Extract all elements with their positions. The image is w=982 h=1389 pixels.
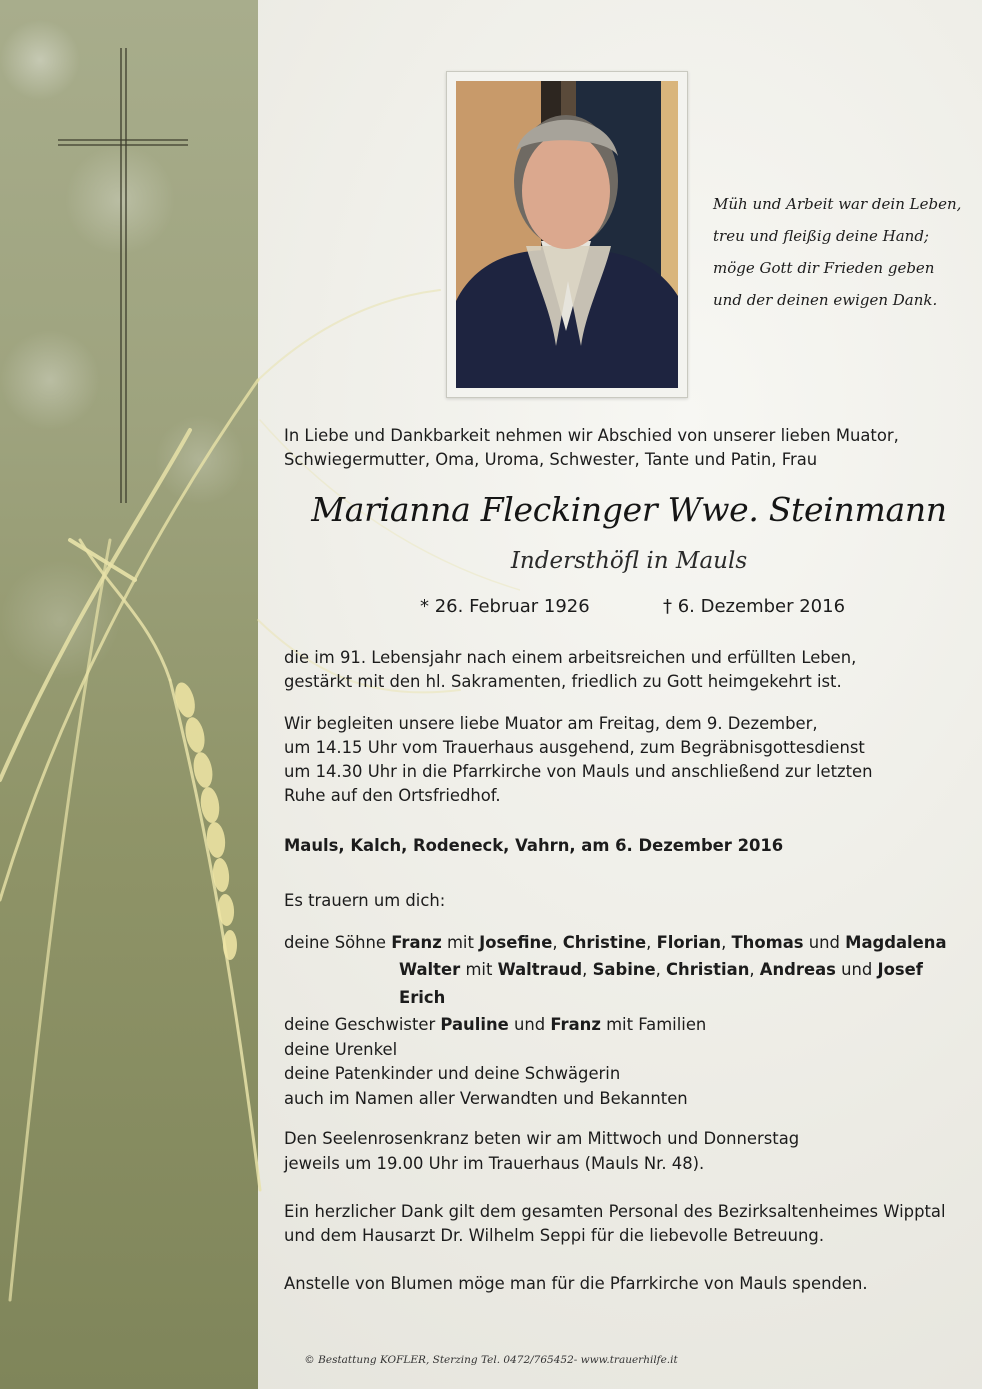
footer-credit: © Bestattung KOFLER, Sterzing Tel. 0472/765452- www.trauerhilfe.it — [304, 1354, 678, 1366]
mourners-relatives: auch im Namen aller Verwandten und Bekannten — [284, 1089, 688, 1108]
poem-line: Müh und Arbeit war dein Leben, — [713, 195, 962, 213]
passing-line: die im 91. Lebensjahr nach einem arbeitsreichen und erfüllten Leben, — [284, 648, 857, 667]
funeral-line: Wir begleiten unsere liebe Muator am Freitag, dem 9. Dezember, — [284, 714, 818, 733]
death-date: † 6. Dezember 2016 — [663, 596, 846, 617]
funeral-line: um 14.30 Uhr in die Pfarrkirche von Mauls und anschließend zur letzten — [284, 762, 873, 781]
passing-line: gestärkt mit den hl. Sakramenten, friedlich zu Gott heimgekehrt ist. — [284, 672, 842, 691]
intro-line: Schwiegermutter, Oma, Uroma, Schwester, Tante und Patin, Frau — [284, 450, 818, 469]
mourners-great-grandchildren: deine Urenkel — [284, 1040, 398, 1059]
poem — [713, 188, 973, 316]
thanks-line: und dem Hausarzt Dr. Wilhelm Seppi für die liebevolle Betreuung. — [284, 1226, 825, 1245]
flowers-note: Anstelle von Blumen möge man für die Pfarrkirche von Mauls spenden. — [284, 1274, 868, 1293]
poem-line: und der deinen ewigen Dank. — [713, 291, 938, 309]
mourners-godchildren: deine Patenkinder und deine Schwägerin — [284, 1064, 621, 1083]
intro-line: In Liebe und Dankbarkeit nehmen wir Abschied von unserer lieben Muator, — [284, 426, 899, 445]
deceased-name: Marianna Fleckinger Wwe. Steinmann — [311, 490, 947, 529]
birth-date: * 26. Februar 1926 — [420, 596, 590, 617]
rosary-line: jeweils um 19.00 Uhr im Trauerhaus (Mauls Nr. 48). — [284, 1154, 705, 1173]
mourners-intro: Es trauern um dich: — [284, 891, 446, 910]
poem-line: möge Gott dir Frieden geben — [713, 259, 935, 277]
deceased-place: Indersthöfl in Mauls — [510, 548, 748, 574]
place-date: Mauls, Kalch, Rodeneck, Vahrn, am 6. Dezember 2016 — [284, 836, 784, 855]
rosary-line: Den Seelenrosenkranz beten wir am Mittwoch und Donnerstag — [284, 1129, 800, 1148]
funeral-line: Ruhe auf den Ortsfriedhof. — [284, 786, 501, 805]
mourners-sons-line: deine Söhne Franz mit Josefine, Christine, Florian, Thomas und Magdalena — [284, 933, 947, 952]
poem-line: treu und fleißig deine Hand; — [713, 227, 929, 245]
portrait-photo — [456, 81, 678, 388]
funeral-line: um 14.15 Uhr vom Trauerhaus ausgehend, zum Begräbnisgottesdienst — [284, 738, 865, 757]
portrait-frame — [446, 71, 688, 398]
cross-icon — [58, 48, 188, 508]
thanks-line: Ein herzlicher Dank gilt dem gesamten Personal des Bezirksaltenheimes Wipptal — [284, 1202, 946, 1221]
mourners-son2-line: Walter mit Waltraud, Sabine, Christian, Andreas und Josef — [399, 960, 923, 979]
mourners-siblings-line: deine Geschwister Pauline und Franz mit Familien — [284, 1015, 707, 1034]
mourners-son3: Erich — [399, 988, 446, 1007]
